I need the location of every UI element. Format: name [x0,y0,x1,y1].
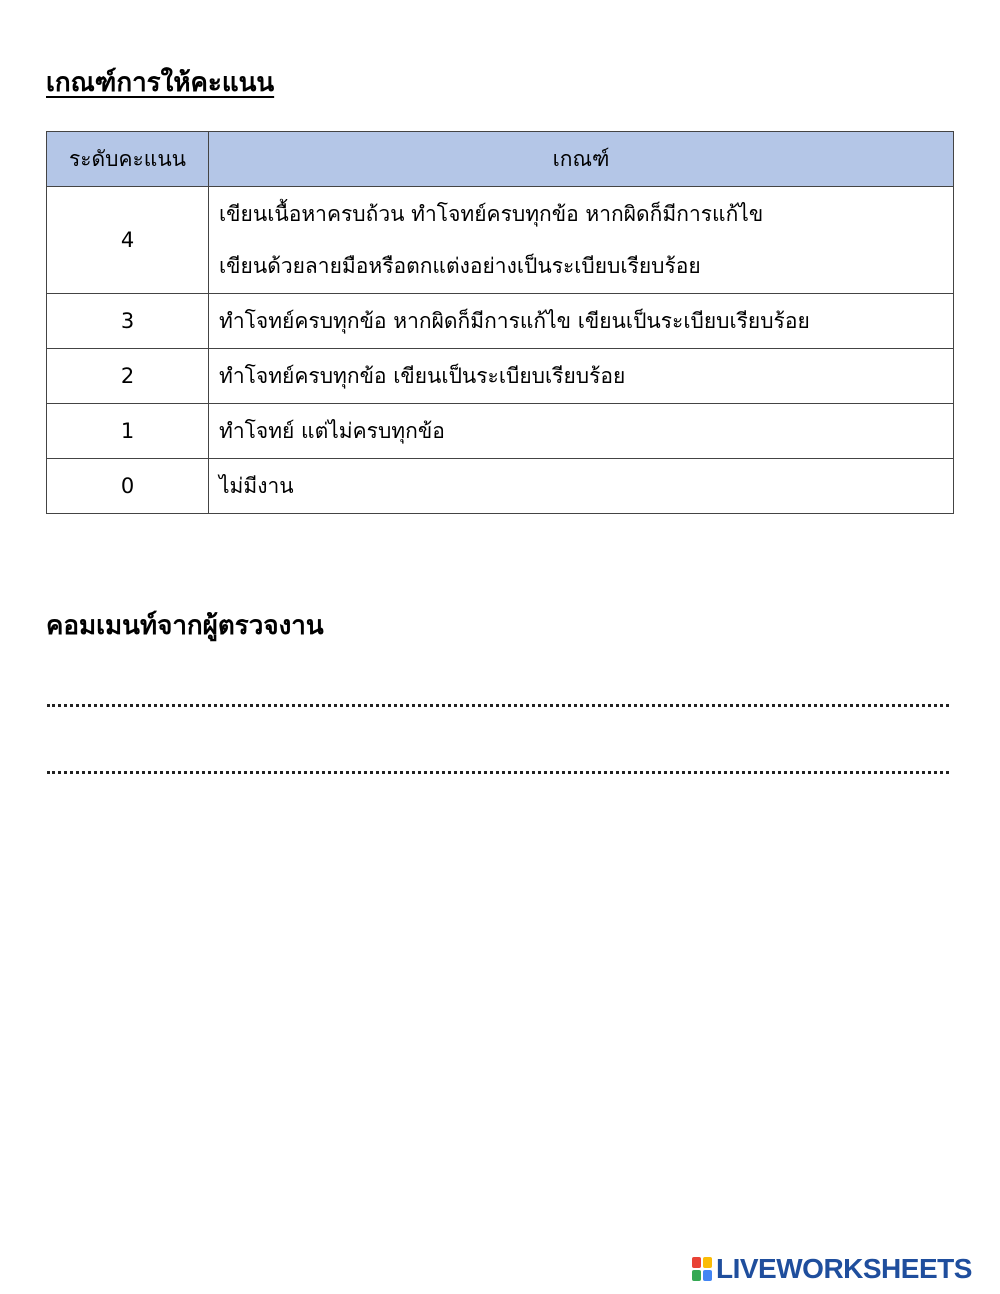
header-criteria: เกณฑ์ [209,132,954,187]
logo-text: LIVEWORKSHEETS [716,1253,972,1284]
score-cell: 0 [47,459,209,514]
rubric-row [47,459,954,514]
criteria-cell: ทำโจทย์ แต่ไม่ครบทุกข้อ [209,404,954,459]
rubric-header-row [47,132,954,187]
rubric-title: เกณฑ์การให้คะแนน [46,68,275,98]
rubric-table [46,131,954,514]
comments-title: คอมเมนท์จากผู้ตรวจงาน [46,611,324,641]
criteria-line: เขียนด้วยลายมือหรือตกแต่งอย่างเป็นระเบียบเรียบร้อย [219,254,701,278]
rubric-row [47,404,954,459]
comment-line-1[interactable] [47,704,949,707]
logo-square [703,1257,712,1268]
score-cell: 3 [47,294,209,349]
rubric-row [47,187,954,294]
liveworksheets-logo [692,1254,972,1284]
criteria-cell: ไม่มีงาน [209,459,954,514]
score-cell: 4 [47,187,209,294]
header-score: ระดับคะแนน [47,132,209,187]
score-cell: 2 [47,349,209,404]
logo-square [692,1257,701,1268]
logo-mark-icon [692,1257,712,1281]
criteria-cell: ทำโจทย์ครบทุกข้อ หากผิดก็มีการแก้ไข เขียนเป็นระเบียบเรียบร้อย [209,294,954,349]
rubric-row [47,294,954,349]
criteria-cell: ทำโจทย์ครบทุกข้อ เขียนเป็นระเบียบเรียบร้อย [209,349,954,404]
comment-line-2[interactable] [47,771,949,774]
criteria-cell [209,187,954,294]
logo-square [692,1270,701,1281]
score-cell: 1 [47,404,209,459]
rubric-row [47,349,954,404]
logo-square [703,1270,712,1281]
criteria-line: เขียนเนื้อหาครบถ้วน ทำโจทย์ครบทุกข้อ หากผิดก็มีการแก้ไข [219,202,764,226]
